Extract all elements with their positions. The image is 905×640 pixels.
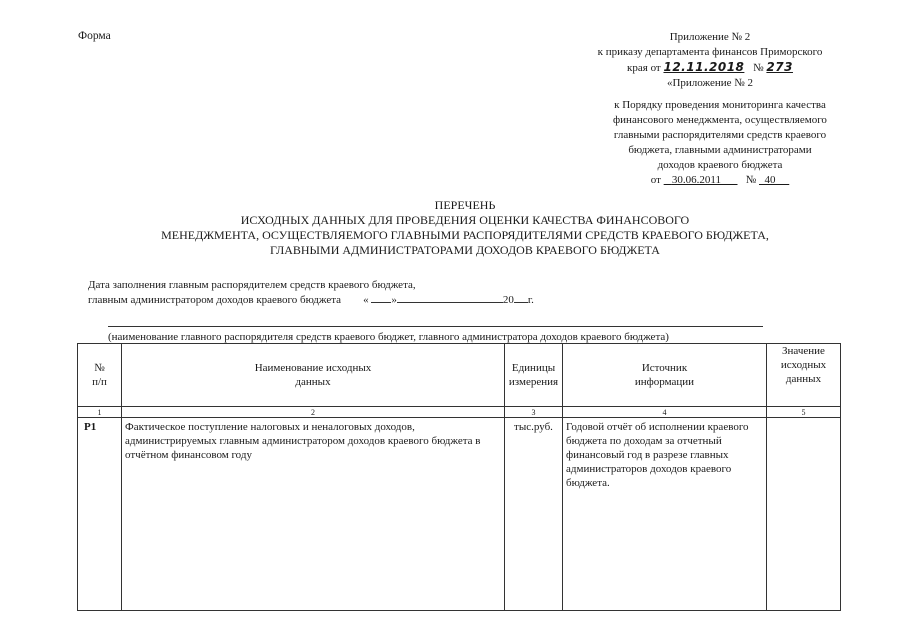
column-number: 2 — [122, 407, 505, 418]
year-blank[interactable] — [514, 302, 528, 303]
header-unit: Единицы измерения — [505, 344, 563, 407]
title-line-2: ИСХОДНЫХ ДАННЫХ ДЛЯ ПРОВЕДЕНИЯ ОЦЕНКИ КАЧЕСТВА ФИНАНСОВОГО — [240, 213, 690, 227]
month-blank[interactable] — [397, 302, 503, 303]
procedure-number-sign: № — [745, 174, 757, 186]
procedure-block — [580, 98, 860, 188]
appendix-line-1: Приложение № 2 — [669, 31, 751, 43]
row-source: Годовой отчёт об исполнении краевого бюджета по доходам за отчетный финансовый год в разрезе главных администраторов доходов краевого бюджета. — [563, 418, 767, 611]
source-data-table — [77, 343, 841, 611]
appendix-block — [560, 30, 860, 91]
appendix-line-2: к приказу департамента финансов Приморского — [597, 46, 823, 58]
year-prefix: 20 — [502, 294, 514, 306]
procedure-number: 40 — [764, 174, 776, 186]
procedure-from-label: от — [650, 174, 661, 186]
header-source: Источник информации — [563, 344, 767, 407]
row-unit: тыс.руб. — [505, 418, 563, 611]
organization-name-line[interactable] — [108, 326, 763, 327]
procedure-line-1: к Порядку проведения мониторинга качества — [614, 99, 826, 111]
header-value: Значение исходных данных — [767, 344, 841, 407]
title-line-1: ПЕРЕЧЕНЬ — [434, 198, 496, 212]
order-date-line — [560, 60, 860, 76]
table-row — [78, 418, 841, 611]
year-suffix: г. — [527, 294, 534, 306]
fill-date-line-2: главным администратором доходов краевого бюджета « » 20 г. — [88, 294, 534, 306]
column-number: 1 — [78, 407, 122, 418]
column-number: 3 — [505, 407, 563, 418]
column-number: 5 — [767, 407, 841, 418]
procedure-line-3: главными распорядителями средств краевого — [613, 129, 827, 141]
order-date-handwritten: 12.11.2018 — [663, 60, 745, 74]
day-blank[interactable] — [371, 302, 391, 303]
order-date-prefix: края от — [627, 62, 661, 74]
fill-date-line-1: Дата заполнения главным распорядителем средств краевого бюджета, — [88, 279, 416, 291]
column-number: 4 — [563, 407, 767, 418]
form-label: Форма — [78, 30, 111, 42]
appendix-line-4: «Приложение № 2 — [666, 77, 754, 89]
day-quote-open: « — [363, 294, 369, 306]
row-value-cell[interactable] — [767, 418, 841, 611]
header-number: № п/п — [78, 344, 122, 407]
title-line-3: МЕНЕДЖМЕНТА, ОСУЩЕСТВЛЯЕМОГО ГЛАВНЫМИ РАСПОРЯДИТЕЛЯМИ СРЕДСТВ КРАЕВОГО БЮДЖЕТА, — [161, 228, 769, 242]
procedure-line-4: бюджета, главными администраторами — [628, 144, 812, 156]
procedure-date: 30.06.2011 — [671, 174, 721, 186]
row-code: Р1 — [78, 418, 122, 611]
organization-caption: (наименование главного распорядителя средств краевого бюджет, главного администратора доходов краевого бюджета) — [108, 331, 669, 343]
header-name: Наименование исходных данных — [122, 344, 505, 407]
title-line-4: ГЛАВНЫМИ АДМИНИСТРАТОРАМИ ДОХОДОВ КРАЕВОГО БЮДЖЕТА — [270, 243, 660, 257]
table-header-row — [78, 344, 841, 407]
row-name: Фактическое поступление налоговых и неналоговых доходов, администрируемых главным администратором доходов краевого бюджета в отчётном финансовом году — [122, 418, 505, 611]
day-quote-close: » — [391, 294, 397, 306]
document-title — [80, 198, 850, 258]
fill-date-block — [88, 278, 534, 308]
procedure-line-5: доходов краевого бюджета — [657, 159, 783, 171]
order-number-sign: № — [753, 62, 764, 74]
procedure-date-line — [580, 173, 860, 188]
order-number-handwritten: 273 — [766, 60, 793, 74]
column-number-row — [78, 407, 841, 418]
procedure-line-2: финансового менеджмента, осуществляемого — [613, 114, 827, 126]
